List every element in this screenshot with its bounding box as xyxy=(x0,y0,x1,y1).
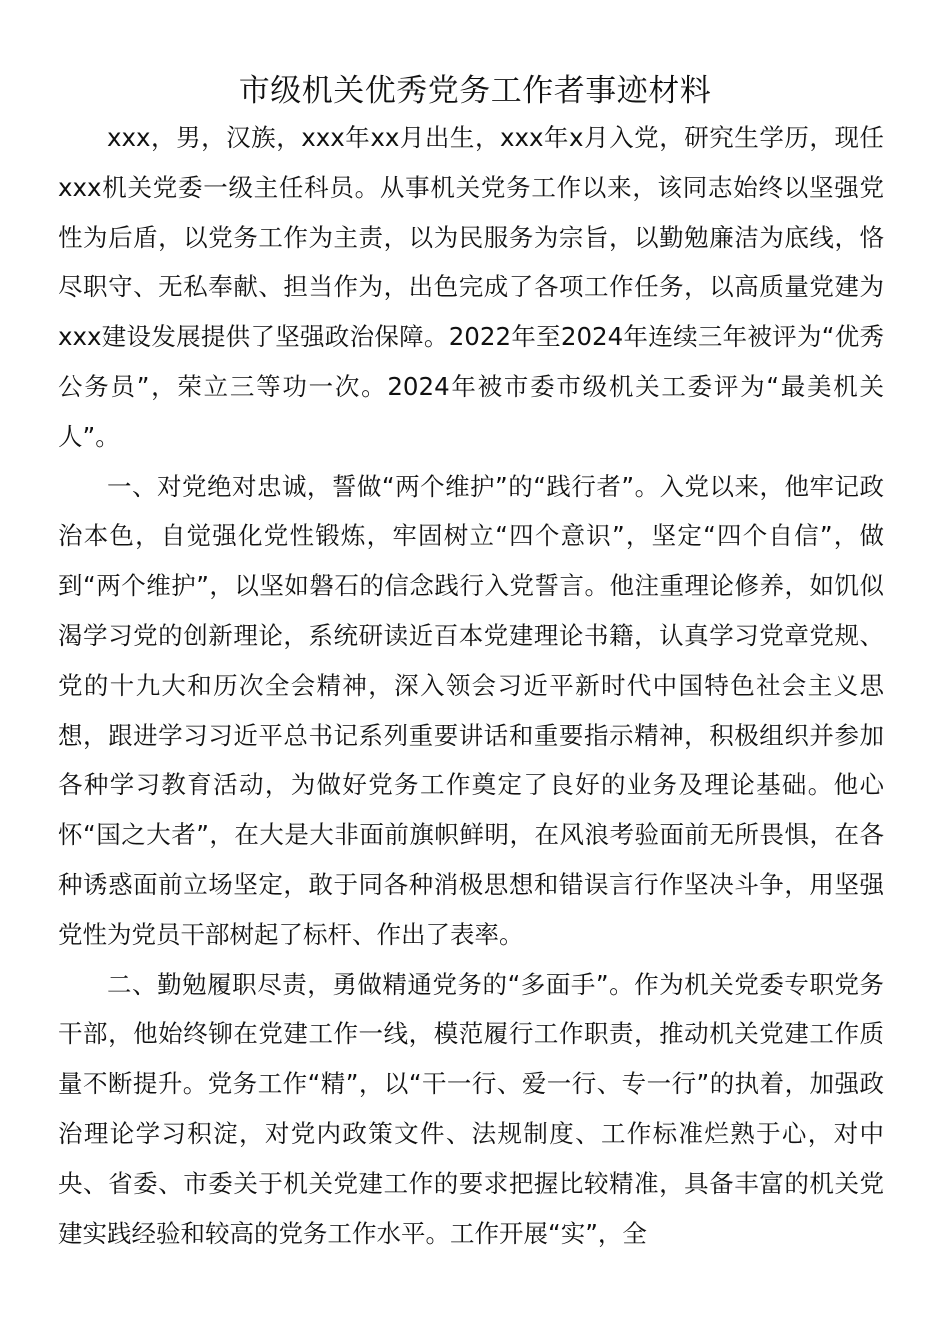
paragraph-text: 作为机关党委专职党务干部，他始终铆在党建工作一线，模范履行工作职责，推动机关党建工作质量不断提升。党务工作“精”，以“干一行、爱一行、专一行”的执着，加强政治理论学习积淀，对党内政策文件、法规制度、工作标准烂熟于心，对中央、省委、市委关于机关党建工作的要求把握比较精准，具备丰富的机关党建实践经验和较高的党务工作水平。工作开展“实”，全 xyxy=(58,969,884,1248)
paragraph-heading: 二、勤勉履职尽责，勇做精通党务的“多面手”。 xyxy=(107,969,635,999)
paragraph-text: 入党以来，他牢记政治本色，自觉强化党性锻炼，牢固树立“四个意识”，坚定“四个自信”，做到“两个维护”，以坚如磐石的信念践行入党誓言。他注重理论修养，如饥似渴学习党的创新理论，系统研读近百本党建理论书籍，认真学习党章党规、党的十九大和历次全会精神，深入领会习近平新时代中国特色社会主义思想，跟进学习习近平总书记系列重要讲话和重要指示精神，积极组织并参加各种学习教育活动，为做好党务工作奠定了良好的业务及理论基础。他心怀“国之大者”，在大是大非面前旗帜鲜明，在风浪考验面前无所畏惧，在各种诱惑面前立场坚定，敢于同各种消极思想和错误言行作坚决斗争，用坚强党性为党员干部树起了标杆、作出了表率。 xyxy=(58,471,884,949)
document-body xyxy=(58,113,884,1258)
paragraph-section-1 xyxy=(58,462,884,960)
paragraph-text: xxx，男，汉族，xxx年xx月出生，xxx年x月入党，研究生学历，现任xxx机关党委一级主任科员。从事机关党务工作以来，该同志始终以坚强党性为后盾，以党务工作为主责，以为民服务为宗旨，以勤勉廉洁为底线，恪尽职守、无私奉献、担当作为，出色完成了各项工作任务，以高质量党建为xxx建设发展提供了坚强政治保障。2022年至2024年连续三年被评为“优秀公务员”，荣立三等功一次。2024年被市委市级机关工委评为“最美机关人”。 xyxy=(58,123,884,451)
paragraph-heading: 一、对党绝对忠诚，誓做“两个维护”的“践行者”。 xyxy=(107,471,660,501)
paragraph-intro xyxy=(58,113,884,462)
document-title: 市级机关优秀党务工作者事迹材料 xyxy=(238,73,712,109)
paragraph-section-2 xyxy=(58,960,884,1259)
